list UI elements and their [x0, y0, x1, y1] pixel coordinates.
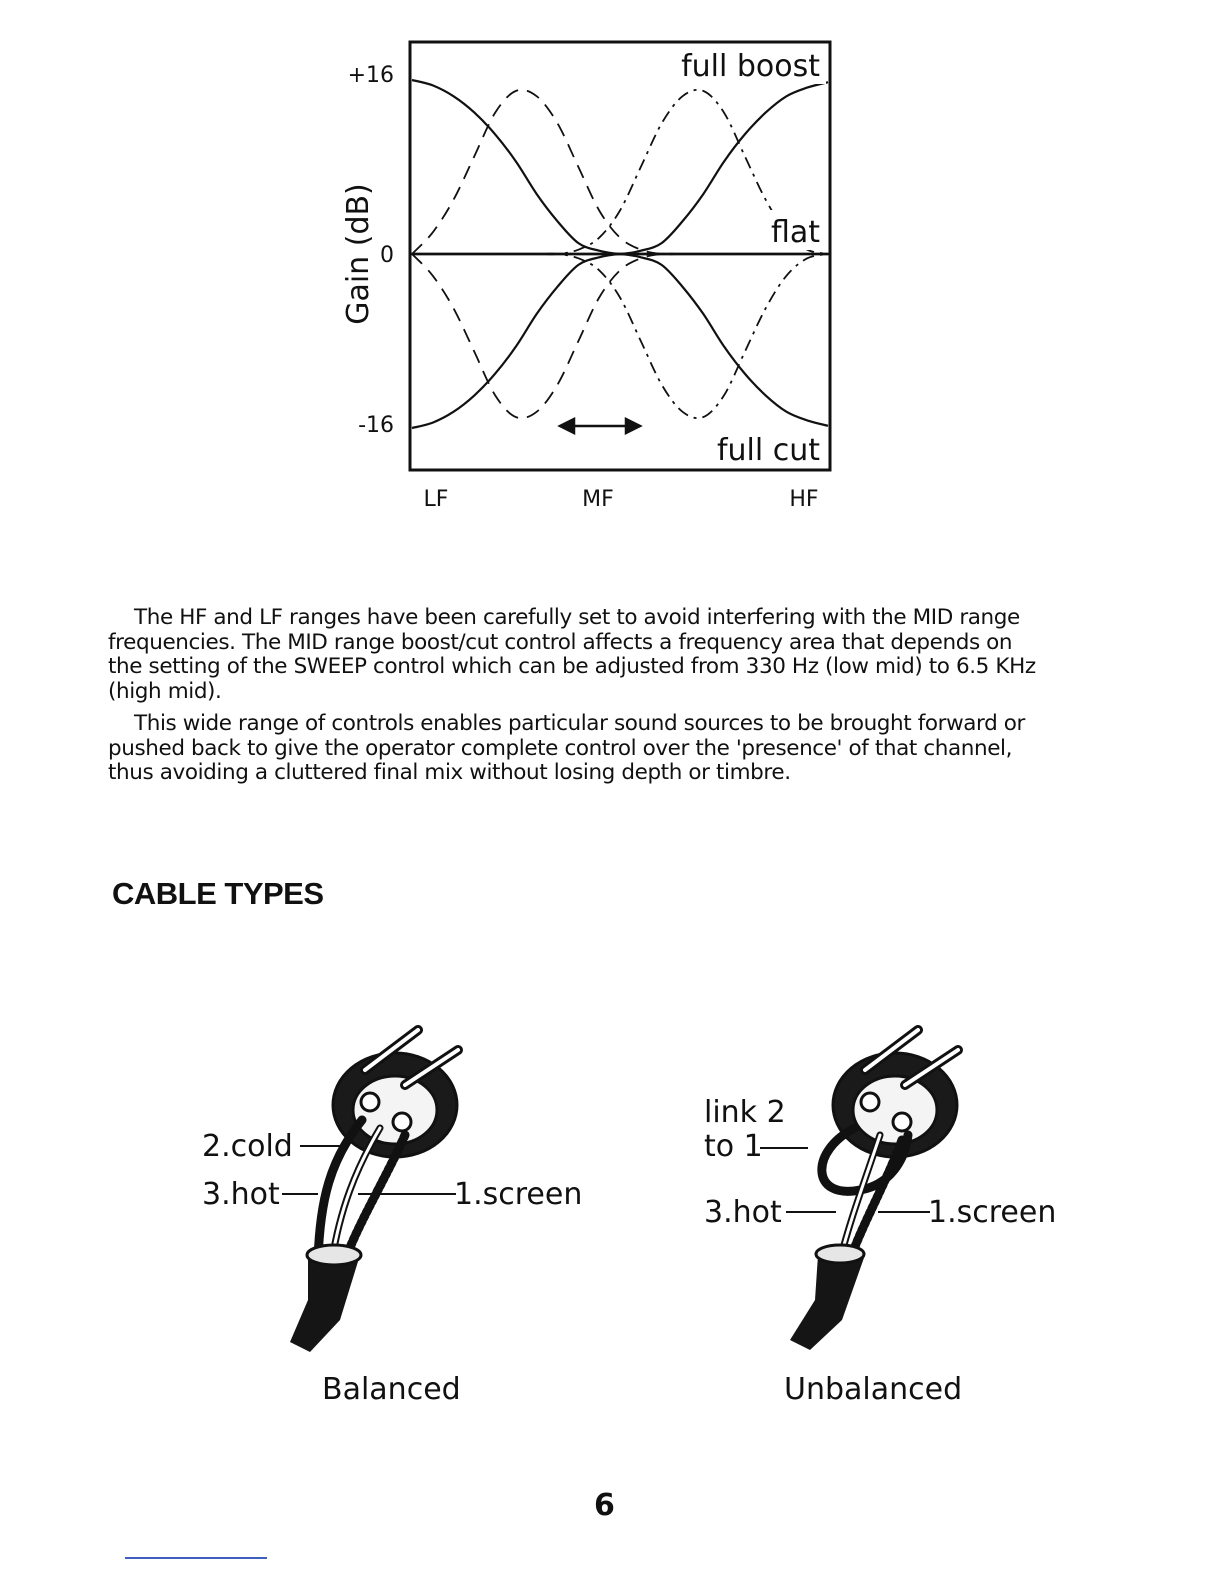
x-tick-lf: LF	[423, 487, 449, 512]
y-tick-top: +16	[347, 63, 394, 88]
caption-unbalanced: Unbalanced	[784, 1372, 963, 1407]
footer-rule	[125, 1557, 267, 1559]
series-line-7	[412, 254, 828, 418]
section-heading-cable-types: CABLE TYPES	[112, 876, 324, 911]
y-axis-label: Gain (dB)	[341, 183, 376, 325]
cable-jacket	[790, 1245, 865, 1350]
x-tick-mf: MF	[582, 487, 614, 512]
label-balanced-cold: 2.cold	[202, 1129, 293, 1164]
label-unbalanced-link-line1: link 2	[704, 1095, 786, 1130]
label-balanced-screen: 1.screen	[454, 1177, 583, 1212]
annotation-full-cut: full cut	[716, 433, 820, 468]
xlr-plug-icon	[833, 1030, 958, 1157]
balanced-cable-illustration	[190, 1010, 590, 1360]
y-tick-bottom: -16	[358, 413, 394, 438]
label-unbalanced-screen: 1.screen	[928, 1195, 1057, 1230]
x-tick-hf: HF	[789, 487, 819, 512]
eq-response-chart	[320, 30, 860, 520]
page-number: 6	[594, 1488, 615, 1523]
paragraph-eq-ranges: The HF and LF ranges have been carefully set to avoid interfering with the MID range frequencies. The MID range boost/cut control affects a frequency area that depends on the setting of the SWEEP control which can be adjusted from 330 Hz (low mid) to 6.5 KHz (high mid).	[108, 605, 1036, 704]
sweep-arrow	[560, 419, 640, 433]
series-line-3	[412, 254, 828, 426]
y-tick-zero: 0	[380, 243, 394, 268]
label-unbalanced-hot: 3.hot	[704, 1195, 782, 1230]
paragraph-controls: This wide range of controls enables particular sound sources to be brought forward or pushed back to give the operator complete control over the 'presence' of that channel, thus avoiding a cluttered final mix without losing depth or timbre.	[108, 711, 1025, 785]
label-unbalanced-link-line2: to 1	[704, 1129, 763, 1164]
annotation-full-boost: full boost	[681, 49, 820, 84]
series-line-1	[412, 254, 828, 428]
unbalanced-cable-illustration	[690, 1010, 1060, 1360]
caption-balanced: Balanced	[322, 1372, 461, 1407]
chart-frame	[410, 42, 830, 470]
series-line-5	[412, 254, 828, 418]
label-balanced-hot: 3.hot	[202, 1177, 280, 1212]
annotation-flat: flat	[770, 215, 820, 250]
cable-jacket	[290, 1245, 361, 1352]
